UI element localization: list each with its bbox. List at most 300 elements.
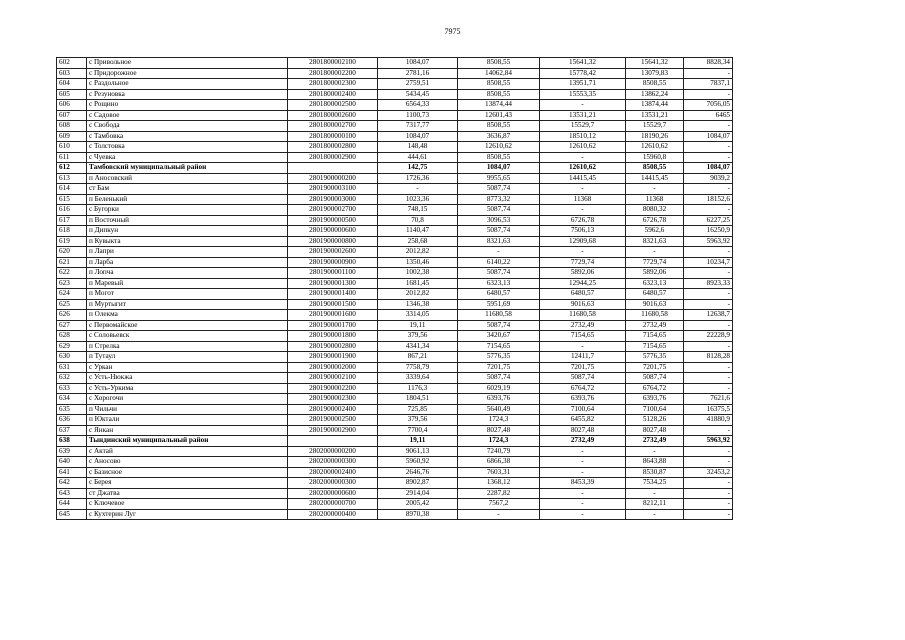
value-4-cell: - <box>626 184 684 195</box>
value-1-cell: 8970,38 <box>378 509 458 520</box>
table-row <box>57 194 733 205</box>
code-cell: 2801900001400 <box>288 289 378 300</box>
value-3-cell: - <box>540 341 626 352</box>
row-number-cell: 628 <box>57 331 87 342</box>
code-cell: 2801900002000 <box>288 362 378 373</box>
settlement-name-cell: с Соловьевск <box>87 331 288 342</box>
settlement-name-cell: п Беленький <box>87 194 288 205</box>
row-number-cell: 617 <box>57 215 87 226</box>
value-1-cell: 1681,45 <box>378 278 458 289</box>
code-cell: 2801900000900 <box>288 257 378 268</box>
value-2-cell: 7201,75 <box>458 362 540 373</box>
code-cell: 2801900002500 <box>288 415 378 426</box>
value-4-cell: 5892,06 <box>626 268 684 279</box>
value-5-cell: 7837,1 <box>684 79 733 90</box>
table-row <box>57 184 733 195</box>
value-1-cell: 19,11 <box>378 436 458 447</box>
settlement-name-cell: с Уркан <box>87 362 288 373</box>
value-5-cell: - <box>684 268 733 279</box>
table-row <box>57 509 733 520</box>
value-3-cell: - <box>540 457 626 468</box>
row-number-cell: 612 <box>57 163 87 174</box>
code-cell: 2801900002700 <box>288 205 378 216</box>
value-3-cell: 7154,65 <box>540 331 626 342</box>
value-2-cell: 8508,55 <box>458 89 540 100</box>
code-cell: 2801900001800 <box>288 331 378 342</box>
code-cell: 2801800002400 <box>288 89 378 100</box>
settlement-name-cell: с Рощино <box>87 100 288 111</box>
value-2-cell: 8321,63 <box>458 236 540 247</box>
value-3-cell: - <box>540 488 626 499</box>
settlement-name-cell: с Хорогочи <box>87 394 288 405</box>
value-3-cell: 7201,75 <box>540 362 626 373</box>
value-5-cell: - <box>684 142 733 153</box>
settlement-name-cell: с Резуновка <box>87 89 288 100</box>
value-3-cell: 15529,7 <box>540 121 626 132</box>
code-cell: 2801800002500 <box>288 100 378 111</box>
settlement-name-cell: п Дипкун <box>87 226 288 237</box>
value-2-cell: 14062,84 <box>458 68 540 79</box>
code-cell: 2801800002100 <box>288 58 378 69</box>
value-5-cell: 6227,25 <box>684 215 733 226</box>
table-row <box>57 278 733 289</box>
value-4-cell: 8530,87 <box>626 467 684 478</box>
value-4-cell: 7154,65 <box>626 331 684 342</box>
settlement-name-cell: с Берея <box>87 478 288 489</box>
table-row <box>57 467 733 478</box>
value-3-cell: - <box>540 446 626 457</box>
code-cell: 2801900001700 <box>288 320 378 331</box>
table-row <box>57 478 733 489</box>
value-4-cell: - <box>626 509 684 520</box>
row-number-cell: 626 <box>57 310 87 321</box>
value-2-cell: 8508,55 <box>458 79 540 90</box>
value-3-cell: - <box>540 467 626 478</box>
settlement-name-cell: с Актай <box>87 446 288 457</box>
value-3-cell: 12610,62 <box>540 163 626 174</box>
value-4-cell: 6764,72 <box>626 383 684 394</box>
value-3-cell: - <box>540 247 626 258</box>
table-row <box>57 89 733 100</box>
value-2-cell: 7567,2 <box>458 499 540 510</box>
value-2-cell: 11680,58 <box>458 310 540 321</box>
value-3-cell: 6764,72 <box>540 383 626 394</box>
row-number-cell: 632 <box>57 373 87 384</box>
value-1-cell: 748,15 <box>378 205 458 216</box>
value-4-cell: 8321,63 <box>626 236 684 247</box>
value-2-cell: - <box>458 509 540 520</box>
row-number-cell: 620 <box>57 247 87 258</box>
value-5-cell: - <box>684 184 733 195</box>
value-5-cell: 7621,6 <box>684 394 733 405</box>
value-5-cell: 16250,9 <box>684 226 733 237</box>
value-3-cell: 13951,71 <box>540 79 626 90</box>
table-row <box>57 320 733 331</box>
value-5-cell: - <box>684 299 733 310</box>
value-4-cell: - <box>626 446 684 457</box>
value-1-cell: 2646,76 <box>378 467 458 478</box>
table-row <box>57 341 733 352</box>
value-1-cell: 7317,77 <box>378 121 458 132</box>
value-4-cell: 13874,44 <box>626 100 684 111</box>
value-2-cell: 5951,69 <box>458 299 540 310</box>
settlement-name-cell: с Усть-Уркима <box>87 383 288 394</box>
value-4-cell: 8212,11 <box>626 499 684 510</box>
value-2-cell: 7154,65 <box>458 341 540 352</box>
value-1-cell: 2005,42 <box>378 499 458 510</box>
value-1-cell: 379,56 <box>378 331 458 342</box>
row-number-cell: 638 <box>57 436 87 447</box>
settlement-name-cell: п Тутаул <box>87 352 288 363</box>
value-2-cell: 5087,74 <box>458 268 540 279</box>
value-3-cell: 12610,62 <box>540 142 626 153</box>
value-4-cell: 8508,55 <box>626 79 684 90</box>
row-number-cell: 625 <box>57 299 87 310</box>
code-cell: 2801900002100 <box>288 373 378 384</box>
code-cell: 2801800000100 <box>288 131 378 142</box>
value-5-cell: - <box>684 68 733 79</box>
table-row <box>57 142 733 153</box>
value-4-cell: 6323,13 <box>626 278 684 289</box>
value-4-cell: 2732,49 <box>626 436 684 447</box>
code-cell: 2801800002900 <box>288 152 378 163</box>
value-4-cell: 7154,65 <box>626 341 684 352</box>
value-3-cell: 7506,13 <box>540 226 626 237</box>
value-4-cell: 5776,35 <box>626 352 684 363</box>
value-1-cell: 7758,79 <box>378 362 458 373</box>
table-row <box>57 268 733 279</box>
row-number-cell: 643 <box>57 488 87 499</box>
value-1-cell: 4341,34 <box>378 341 458 352</box>
value-1-cell: 70,8 <box>378 215 458 226</box>
table-row <box>57 247 733 258</box>
value-3-cell: - <box>540 152 626 163</box>
value-1-cell: 2012,82 <box>378 247 458 258</box>
value-1-cell: 867,21 <box>378 352 458 363</box>
row-number-cell: 644 <box>57 499 87 510</box>
table-row <box>57 121 733 132</box>
table-row <box>57 457 733 468</box>
table-row <box>57 331 733 342</box>
value-5-cell: - <box>684 509 733 520</box>
value-4-cell: 12610,62 <box>626 142 684 153</box>
row-number-cell: 624 <box>57 289 87 300</box>
value-3-cell: 18510,12 <box>540 131 626 142</box>
settlement-name-cell: Тындинский муниципальный район <box>87 436 288 447</box>
value-3-cell: 11680,58 <box>540 310 626 321</box>
value-3-cell: 5087,74 <box>540 373 626 384</box>
value-5-cell: - <box>684 320 733 331</box>
value-2-cell: 7603,31 <box>458 467 540 478</box>
code-cell: 2802000000300 <box>288 478 378 489</box>
value-3-cell: 6480,57 <box>540 289 626 300</box>
code-cell: 2801800002300 <box>288 79 378 90</box>
settlement-name-cell: Тамбовский муниципальный район <box>87 163 288 174</box>
table-row <box>57 425 733 436</box>
settlement-name-cell: п Кувыкта <box>87 236 288 247</box>
table-row <box>57 299 733 310</box>
table-row <box>57 100 733 111</box>
settlement-name-cell: п Лапри <box>87 247 288 258</box>
row-number-cell: 621 <box>57 257 87 268</box>
value-1-cell: 19,11 <box>378 320 458 331</box>
settlement-name-cell: с Ключевое <box>87 499 288 510</box>
value-2-cell: 5640,49 <box>458 404 540 415</box>
value-3-cell: 7100,64 <box>540 404 626 415</box>
value-3-cell: 15553,35 <box>540 89 626 100</box>
value-4-cell: 7201,75 <box>626 362 684 373</box>
district-total-row <box>57 436 733 447</box>
value-2-cell: 6029,19 <box>458 383 540 394</box>
value-2-cell: 13874,44 <box>458 100 540 111</box>
table-row <box>57 499 733 510</box>
value-1-cell: 1804,51 <box>378 394 458 405</box>
value-4-cell: 6726,78 <box>626 215 684 226</box>
row-number-cell: 606 <box>57 100 87 111</box>
value-2-cell: 5087,74 <box>458 184 540 195</box>
value-5-cell: 8128,28 <box>684 352 733 363</box>
value-3-cell: 15641,32 <box>540 58 626 69</box>
value-4-cell: 9016,63 <box>626 299 684 310</box>
value-5-cell: 41880,9 <box>684 415 733 426</box>
value-4-cell: 14415,45 <box>626 173 684 184</box>
settlement-name-cell: с Придорожное <box>87 68 288 79</box>
value-3-cell: 6726,78 <box>540 215 626 226</box>
code-cell <box>288 436 378 447</box>
value-1-cell: - <box>378 184 458 195</box>
table-row <box>57 488 733 499</box>
value-5-cell: 8828,34 <box>684 58 733 69</box>
row-number-cell: 614 <box>57 184 87 195</box>
row-number-cell: 610 <box>57 142 87 153</box>
value-1-cell: 6564,33 <box>378 100 458 111</box>
table-row <box>57 257 733 268</box>
value-2-cell: 6393,76 <box>458 394 540 405</box>
code-cell: 2801900003100 <box>288 184 378 195</box>
settlement-name-cell: п Восточный <box>87 215 288 226</box>
value-5-cell: 10234,7 <box>684 257 733 268</box>
value-4-cell: 8080,32 <box>626 205 684 216</box>
value-4-cell: 8027,48 <box>626 425 684 436</box>
value-3-cell: - <box>540 499 626 510</box>
code-cell: 2801900001900 <box>288 352 378 363</box>
value-2-cell: 3636,87 <box>458 131 540 142</box>
data-table <box>56 57 733 520</box>
row-number-cell: 640 <box>57 457 87 468</box>
row-number-cell: 616 <box>57 205 87 216</box>
value-2-cell: 8508,55 <box>458 121 540 132</box>
value-5-cell: 1084,07 <box>684 163 733 174</box>
settlement-name-cell: ст Джатва <box>87 488 288 499</box>
value-4-cell: 5128,26 <box>626 415 684 426</box>
value-2-cell: 5776,35 <box>458 352 540 363</box>
value-2-cell: 5087,74 <box>458 226 540 237</box>
value-2-cell: 8027,48 <box>458 425 540 436</box>
settlement-name-cell: с Тамбовка <box>87 131 288 142</box>
code-cell: 2801900000500 <box>288 215 378 226</box>
code-cell <box>288 163 378 174</box>
value-2-cell: 5087,74 <box>458 205 540 216</box>
value-1-cell: 2781,16 <box>378 68 458 79</box>
value-3-cell: 12909,68 <box>540 236 626 247</box>
value-2-cell: - <box>458 247 540 258</box>
value-1-cell: 7700,4 <box>378 425 458 436</box>
row-number-cell: 641 <box>57 467 87 478</box>
value-1-cell: 1100,73 <box>378 110 458 121</box>
value-5-cell: 1084,07 <box>684 131 733 142</box>
value-4-cell: - <box>626 247 684 258</box>
code-cell: 2802000002400 <box>288 467 378 478</box>
row-number-cell: 605 <box>57 89 87 100</box>
value-5-cell: 5963,92 <box>684 436 733 447</box>
value-5-cell: 22228,9 <box>684 331 733 342</box>
value-1-cell: 1176,3 <box>378 383 458 394</box>
value-3-cell: 6393,76 <box>540 394 626 405</box>
code-cell: 2801900000200 <box>288 173 378 184</box>
settlement-name-cell: с Бугорки <box>87 205 288 216</box>
value-1-cell: 725,85 <box>378 404 458 415</box>
value-2-cell: 6480,57 <box>458 289 540 300</box>
value-4-cell: 13862,24 <box>626 89 684 100</box>
value-5-cell: 5963,92 <box>684 236 733 247</box>
value-5-cell: - <box>684 373 733 384</box>
row-number-cell: 645 <box>57 509 87 520</box>
table-row <box>57 215 733 226</box>
row-number-cell: 603 <box>57 68 87 79</box>
code-cell: 2801800002800 <box>288 142 378 153</box>
value-1-cell: 3314,05 <box>378 310 458 321</box>
code-cell: 2801900002200 <box>288 383 378 394</box>
value-1-cell: 1084,07 <box>378 131 458 142</box>
district-total-row <box>57 163 733 174</box>
table-row <box>57 404 733 415</box>
table-row <box>57 236 733 247</box>
settlement-name-cell: с Базисное <box>87 467 288 478</box>
value-4-cell: - <box>626 488 684 499</box>
value-2-cell: 1084,07 <box>458 163 540 174</box>
code-cell: 2801900000600 <box>288 226 378 237</box>
value-3-cell: 12411,7 <box>540 352 626 363</box>
table-row <box>57 310 733 321</box>
value-2-cell: 1724,3 <box>458 415 540 426</box>
row-number-cell: 604 <box>57 79 87 90</box>
row-number-cell: 619 <box>57 236 87 247</box>
value-4-cell: 13079,83 <box>626 68 684 79</box>
value-1-cell: 1140,47 <box>378 226 458 237</box>
value-5-cell: - <box>684 457 733 468</box>
code-cell: 2802000000400 <box>288 509 378 520</box>
code-cell: 2802000000300 <box>288 457 378 468</box>
table-row <box>57 446 733 457</box>
row-number-cell: 623 <box>57 278 87 289</box>
code-cell: 2801800002600 <box>288 110 378 121</box>
settlement-name-cell: п Лопча <box>87 268 288 279</box>
value-2-cell: 2287,82 <box>458 488 540 499</box>
value-3-cell: 15778,42 <box>540 68 626 79</box>
value-2-cell: 6323,13 <box>458 278 540 289</box>
value-5-cell: - <box>684 488 733 499</box>
code-cell: 2801900001600 <box>288 310 378 321</box>
value-4-cell: 13531,21 <box>626 110 684 121</box>
table-row <box>57 79 733 90</box>
value-2-cell: 7240,79 <box>458 446 540 457</box>
value-3-cell: 5892,06 <box>540 268 626 279</box>
settlement-name-cell: п Маревый <box>87 278 288 289</box>
table-body <box>57 58 733 520</box>
value-1-cell: 2012,82 <box>378 289 458 300</box>
code-cell: 2802000000700 <box>288 499 378 510</box>
value-4-cell: 2732,49 <box>626 320 684 331</box>
code-cell: 2801900001100 <box>288 268 378 279</box>
settlement-name-cell: с Кухтерин Луг <box>87 509 288 520</box>
value-3-cell: 9016,63 <box>540 299 626 310</box>
value-2-cell: 6140,22 <box>458 257 540 268</box>
value-5-cell: - <box>684 205 733 216</box>
row-number-cell: 637 <box>57 425 87 436</box>
settlement-name-cell: п Могот <box>87 289 288 300</box>
value-1-cell: 1084,07 <box>378 58 458 69</box>
value-2-cell: 12601,43 <box>458 110 540 121</box>
code-cell: 2801800002200 <box>288 68 378 79</box>
value-1-cell: 1726,36 <box>378 173 458 184</box>
value-3-cell: - <box>540 100 626 111</box>
value-3-cell: - <box>540 509 626 520</box>
value-4-cell: 18190,26 <box>626 131 684 142</box>
value-5-cell: 7056,05 <box>684 100 733 111</box>
value-1-cell: 1002,38 <box>378 268 458 279</box>
table-row <box>57 415 733 426</box>
value-4-cell: 15529,7 <box>626 121 684 132</box>
row-number-cell: 636 <box>57 415 87 426</box>
value-2-cell: 8508,55 <box>458 152 540 163</box>
value-3-cell: 12944,25 <box>540 278 626 289</box>
settlement-name-cell: с Привольное <box>87 58 288 69</box>
value-4-cell: 8643,88 <box>626 457 684 468</box>
value-5-cell: - <box>684 341 733 352</box>
row-number-cell: 633 <box>57 383 87 394</box>
settlement-name-cell: п Юктали <box>87 415 288 426</box>
value-5-cell: 8923,33 <box>684 278 733 289</box>
value-1-cell: 2914,04 <box>378 488 458 499</box>
row-number-cell: 629 <box>57 341 87 352</box>
value-2-cell: 3096,53 <box>458 215 540 226</box>
code-cell: 2801900003000 <box>288 194 378 205</box>
row-number-cell: 634 <box>57 394 87 405</box>
value-5-cell: 6465 <box>684 110 733 121</box>
value-4-cell: 8508,55 <box>626 163 684 174</box>
value-4-cell: 5962,6 <box>626 226 684 237</box>
value-1-cell: 379,56 <box>378 415 458 426</box>
value-5-cell: - <box>684 247 733 258</box>
value-2-cell: 1368,12 <box>458 478 540 489</box>
value-5-cell: - <box>684 152 733 163</box>
value-1-cell: 444,61 <box>378 152 458 163</box>
code-cell: 2801900001500 <box>288 299 378 310</box>
code-cell: 2801900002900 <box>288 425 378 436</box>
table-row <box>57 173 733 184</box>
settlement-name-cell: п Муртыгит <box>87 299 288 310</box>
value-5-cell: - <box>684 446 733 457</box>
value-1-cell: 5434,45 <box>378 89 458 100</box>
row-number-cell: 615 <box>57 194 87 205</box>
page-number: 7975 <box>444 27 461 36</box>
code-cell: 2801900000800 <box>288 236 378 247</box>
value-3-cell: 11368 <box>540 194 626 205</box>
settlement-name-cell: ст Бам <box>87 184 288 195</box>
value-5-cell: 16375,5 <box>684 404 733 415</box>
table-row <box>57 68 733 79</box>
value-3-cell: 7729,74 <box>540 257 626 268</box>
